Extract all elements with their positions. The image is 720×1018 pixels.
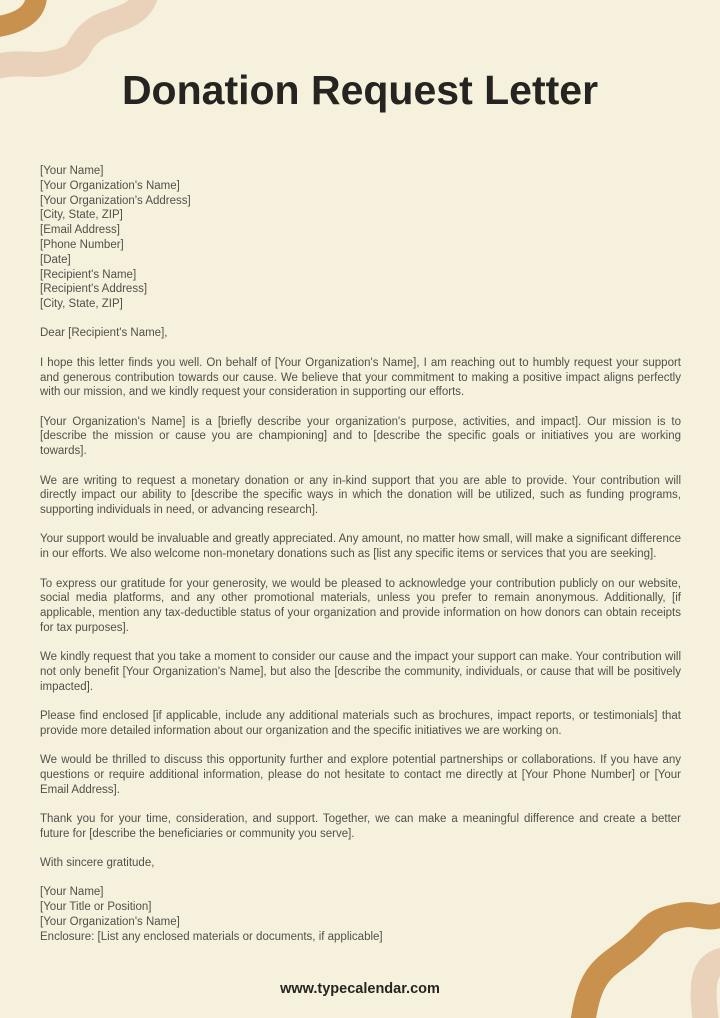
address-line: [Your Name]: [40, 165, 104, 177]
closing: With sincere gratitude,: [40, 857, 155, 870]
address-line: [Recipient's Address]: [40, 283, 148, 296]
address-line: [City, State, ZIP]: [40, 298, 123, 311]
letter-paragraph: Thank you for your time, consideration, and support. Together, we can make a meaningful difference and create a better future for [describe the beneficiaries or community you serve].: [40, 813, 681, 840]
paragraphs-container: [40, 356, 681, 842]
signature-line: [Your Organization's Name]: [40, 916, 180, 929]
letter-paragraph: [Your Organization's Name] is a [briefly describe your organization's purpose, activities, and impact]. Our mission is to [describe the mission or cause you are championing] and to [describe the specific goals or initiatives you are working towards].: [40, 415, 681, 458]
letter-paragraph: I hope this letter finds you well. On behalf of [Your Organization's Name], I am reaching out to humbly request your support and generous contribution towards our cause. We believe that your commitment to making a positive impact aligns perfectly with our mission, and we kindly request your consideration in supporting our efforts.: [40, 356, 681, 399]
signature-block: [40, 885, 681, 944]
letter-paragraph: To express our gratitude for your generosity, we would be pleased to acknowledge your contribution publicly on our website, social media platforms, and any other promotional materials, unless you prefer to remain anonymous. Additionally, [if applicable, mention any tax-deductible status of your organization and provide information on how donors can obtain receipts for tax purposes].: [40, 577, 681, 634]
letter-body: [40, 164, 681, 959]
letter-paragraph: Your support would be invaluable and greatly appreciated. Any amount, no matter how small, will make a significant difference in our efforts. We also welcome non-monetary donations such as [list any specific items or services that you are seeking].: [40, 533, 681, 561]
wavy-ribbon-dark-shape: [0, 0, 37, 28]
address-line: [Date]: [40, 253, 71, 266]
wavy-ribbon-light-shape: [0, 0, 148, 70]
signature-line: [Your Name]: [40, 886, 104, 899]
letter-paragraph: Please find enclosed [if applicable, include any additional materials such as brochures, impact reports, or testimonials] that provide more detailed information about our organization and the specific initiatives we are working on.: [40, 710, 681, 737]
address-line: [Email Address]: [40, 224, 120, 237]
letter-paragraph: We would be thrilled to discuss this opportunity further and explore potential partnerships or collaborations. If you have any questions or require additional information, please do not hesitate to contact me directly at [Your Phone Number] or [Your Email Address].: [40, 754, 681, 796]
footer-url: www.typecalendar.com: [280, 981, 440, 997]
salutation: Dear [Recipient's Name],: [40, 327, 168, 340]
signature-line: Enclosure: [List any enclosed materials or documents, if applicable]: [40, 930, 383, 943]
letter-paragraph: We kindly request that you take a moment to consider our cause and the impact your support can make. Your contribution will not only benefit [Your Organization's Name], but also the [describe the community, individuals, or cause that will be positively impacted].: [40, 651, 681, 693]
page-title: Donation Request Letter: [121, 67, 599, 113]
address-line: [City, State, ZIP]: [40, 209, 123, 222]
address-line: [Recipient's Name]: [40, 268, 137, 281]
signature-line: [Your Title or Position]: [40, 901, 152, 914]
sender-recipient-block: [40, 164, 681, 312]
letter-paragraph: We are writing to request a monetary donation or any in-kind support that you are able to provide. Your contribution will directly impact our ability to [describe the specific ways in which the donation will be utilized, such as funding programs, supporting individuals in need, or advancing research].: [40, 474, 681, 517]
address-line: [Your Organization's Address]: [40, 194, 191, 207]
address-line: [Phone Number]: [40, 238, 124, 251]
address-line: [Your Organization's Name]: [40, 179, 180, 192]
